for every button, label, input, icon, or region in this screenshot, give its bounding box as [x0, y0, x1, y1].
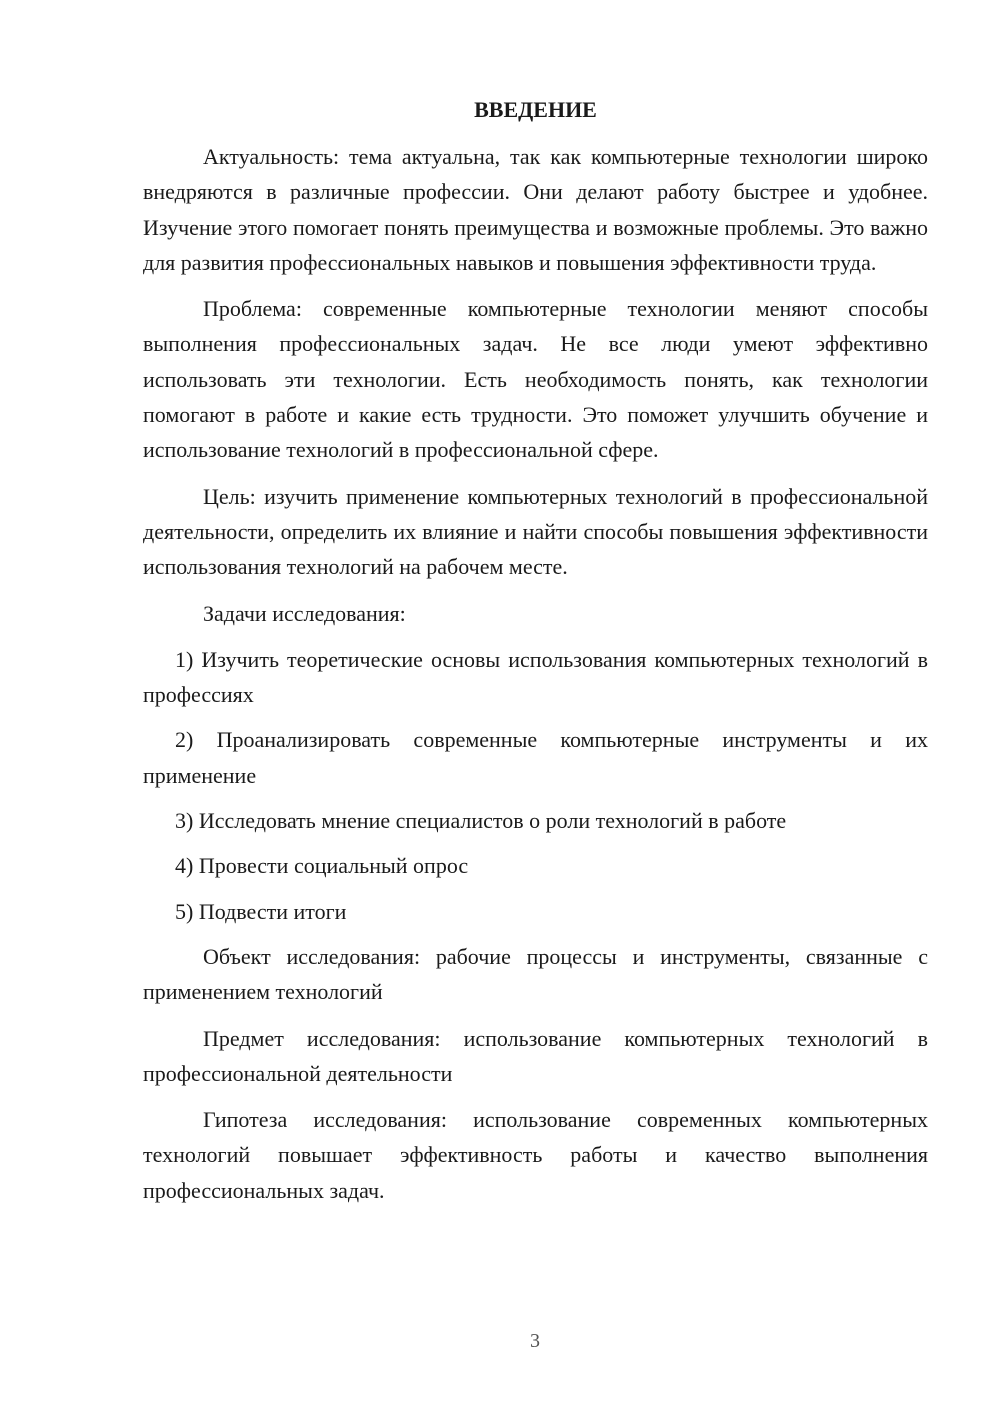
subject-paragraph: Предмет исследования: использование компьютерных технологий в профессиональной деятельности	[143, 1025, 928, 1086]
list-item: 3) Исследовать мнение специалистов о роли технологий в работе	[175, 808, 787, 834]
list-item: 5) Подвести итоги	[175, 898, 347, 924]
list-item: 2) Проанализировать современные компьютерные инструменты и их применение	[143, 727, 928, 788]
tasks-heading: Задачи исследования:	[203, 600, 406, 626]
goal-paragraph: Цель: изучить применение компьютерных технологий в профессиональной деятельности, определить их влияние и найти способы повышения эффективности использования технологий на рабочем месте.	[143, 483, 928, 580]
list-item: 4) Провести социальный опрос	[175, 853, 469, 879]
hypothesis-paragraph: Гипотеза исследования: использование современных компьютерных технологий повышает эффективность работы и качество выполнения профессиональных задач.	[143, 1107, 928, 1203]
page-number: 3	[530, 1330, 540, 1352]
tasks-list	[143, 642, 928, 929]
object-paragraph: Объект исследования: рабочие процессы и инструменты, связанные с применением технологий	[143, 943, 928, 1005]
list-item: 1) Изучить теоретические основы использования компьютерных технологий в профессиях	[143, 646, 928, 708]
page-title: ВВЕДЕНИЕ	[474, 97, 597, 122]
document-page	[143, 92, 928, 1219]
problem-paragraph: Проблема: современные компьютерные технологии меняют способы выполнения профессиональных задач. Не все люди умеют эффективно использовать эти технологии. Есть необходимость понять, как технологии помогают в работе и какие есть трудности. Это поможет улучшить обучение и использование технологий в профессиональной сфере.	[143, 296, 928, 463]
relevance-paragraph: Актуальность: тема актуальна, так как компьютерные технологии широко внедряются в различные профессии. Они делают работу быстрее и удобнее. Изучение этого помогает понять преимущества и возможные проблемы. Это важно для развития профессиональных навыков и повышения эффективности труда.	[143, 144, 928, 275]
